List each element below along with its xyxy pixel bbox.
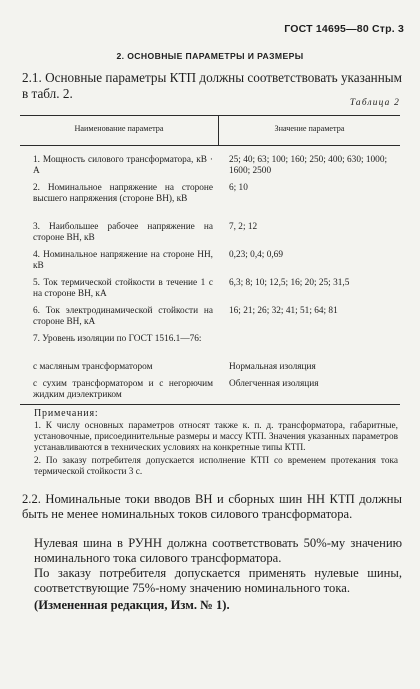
amendment-note: (Измененная редакция, Изм. № 1). [34,598,230,612]
page-header: ГОСТ 14695—80 Стр. 3 [284,23,404,35]
table-row-value: 0,23; 0,4; 0,69 [229,250,283,260]
section-title: 2. ОСНОВНЫЕ ПАРАМЕТРЫ И РАЗМЕРЫ [116,51,304,61]
table-row-param: с сухим трансформатором и с негорючим жидким диэлектриком [33,379,213,400]
intro-paragraph: 2.1. Основные параметры КТП должны соответствовать указанным в табл. 2. [22,70,402,101]
table-header-rule [20,145,400,146]
column-header-parameter: Наименование параметра [74,124,164,133]
table-row-value: 16; 21; 26; 32; 41; 51; 64; 81 [229,306,338,316]
table-row-param: 4. Номинальное напряжение на стороне НН, кВ [33,250,213,271]
note-item: 1. К числу основных параметров относят также к. п. д. трансформатора, габаритные, установочные, присоединительные размеры и массу КТП. Значения указанных параметров устанавливаются в технических условиях на конкретные типы КТП. [34,421,398,453]
table-row-param: 3. Наибольшее рабочее напряжение на стороне ВН, кВ [33,222,213,243]
table-row-param: 6. Ток электродинамической стойкости на стороне ВН, кА [33,306,213,327]
table-row-value: 6; 10 [229,183,248,193]
paragraph-zero-bus: Нулевая шина в РУНН должна соответствовать 50%-му значению номинального тока силового трансформатора. [34,536,402,565]
table-row-param: 1. Мощность силового трансформатора, кВ · А [33,155,213,176]
table-bottom-rule [20,404,400,405]
table-row-value: Облегченная изоляция [229,379,319,389]
table-row-value: 7, 2; 12 [229,222,258,232]
table-caption: Таблица 2 [349,98,400,108]
column-header-value: Значение параметра [274,124,345,133]
paragraph-customer-order: По заказу потребителя допускается применять нулевые шины, соответствующие 75%-ному значению номинального тока. [34,566,402,595]
notes-caption: Примечания: [34,408,99,419]
table-row-value: 6,3; 8; 10; 12,5; 16; 20; 25; 31,5 [229,278,350,288]
table-row-param: с масляным трансформатором [33,362,153,372]
table-top-rule [20,115,400,116]
table-row-param: 5. Ток термической стойкости в течение 1 с на стороне ВН, кА [33,278,213,299]
table-row-param: 7. Уровень изоляции по ГОСТ 1516.1—76: [33,334,202,344]
table-row-value: 25; 40; 63; 100; 160; 250; 400; 630; 1000; 1600; 2500 [229,155,388,176]
note-item: 2. По заказу потребителя допускается исполнение КТП со временем протекания тока термической стойкости 3 с. [34,456,398,477]
table-row-param: 2. Номинальное напряжение на стороне высшего напряжения (стороне ВН), кВ [33,183,213,204]
paragraph-2-2: 2.2. Номинальные токи вводов ВН и сборных шин НН КТП должны быть не менее номинальных токов силового трансформатора. [22,492,402,521]
table-row-value: Нормальная изоляция [229,362,316,372]
